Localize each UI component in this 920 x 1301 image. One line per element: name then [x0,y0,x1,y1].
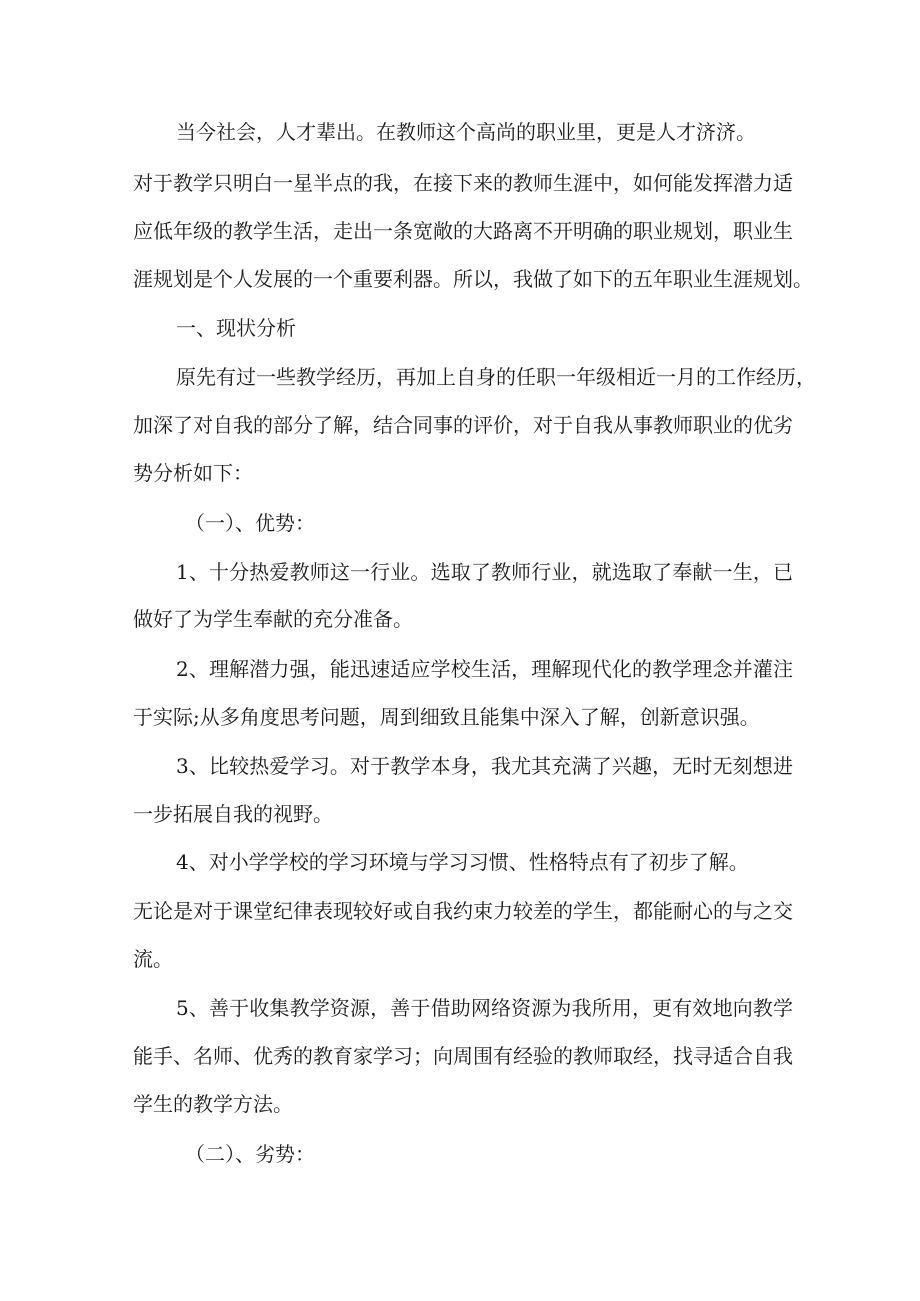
strength-5-line-3: 学生的教学方法。 [133,1092,293,1116]
strength-3-line-2: 一步拓展自我的视野。 [133,802,333,826]
paragraph-intro-line-3: 应低年级的教学生活，走出一条宽敞的大路离不开明确的职业规划，职业生 [133,219,793,243]
paragraph-analysis-line-2: 加深了对自我的部分了解，结合同事的评价，对于自我从事教师职业的优劣 [133,413,793,437]
strength-3-line-1: 3、比较热爱学习。对于教学本身，我尤其充满了兴趣，无时无刻想进 [176,754,793,778]
strength-4-line-2: 无论是对于课堂纪律表现较好或自我约束力较差的学生，都能耐心的与之交 [133,899,793,923]
paragraph-analysis-line-3: 势分析如下： [133,461,253,485]
strength-5-line-1: 5、善于收集教学资源，善于借助网络资源为我所用，更有效地向教学 [176,996,793,1020]
strength-1-line-1: 1、十分热爱教师这一行业。选取了教师行业，就选取了奉献一生，已 [176,560,793,584]
strength-2-line-1: 2、理解潜力强，能迅速适应学校生活，理解现代化的教学理念并灌注 [176,657,793,681]
strength-5-line-2: 能手、名师、优秀的教育家学习；向周围有经验的教师取经，找寻适合自我 [133,1044,793,1068]
strength-2-line-2: 于实际;从多角度思考问题，周到细致且能集中深入了解，创新意识强。 [133,705,760,729]
paragraph-intro-line-1: 当今社会，人才辈出。在教师这个高尚的职业里，更是人才济济。 [176,120,756,144]
strength-4-line-3: 流。 [133,947,173,971]
subheading-weaknesses: （二）、劣势： [185,1142,315,1166]
subheading-strengths: （一）、优势： [185,511,315,535]
section-heading-status-analysis: 一、现状分析 [176,316,296,340]
paragraph-intro-line-2: 对于教学只明白一星半点的我，在接下来的教师生涯中，如何能发挥潜力适 [133,171,793,195]
paragraph-analysis-line-1: 原先有过一些教学经历，再加上自身的任职一年级相近一月的工作经历， [176,365,816,389]
strength-1-line-2: 做好了为学生奉献的充分准备。 [133,607,413,631]
strength-4-line-1: 4、对小学学校的学习环境与学习习惯、性格特点有了初步了解。 [176,850,749,874]
paragraph-intro-line-4: 涯规划是个人发展的一个重要利器。所以，我做了如下的五年职业生涯规划。 [133,267,813,291]
